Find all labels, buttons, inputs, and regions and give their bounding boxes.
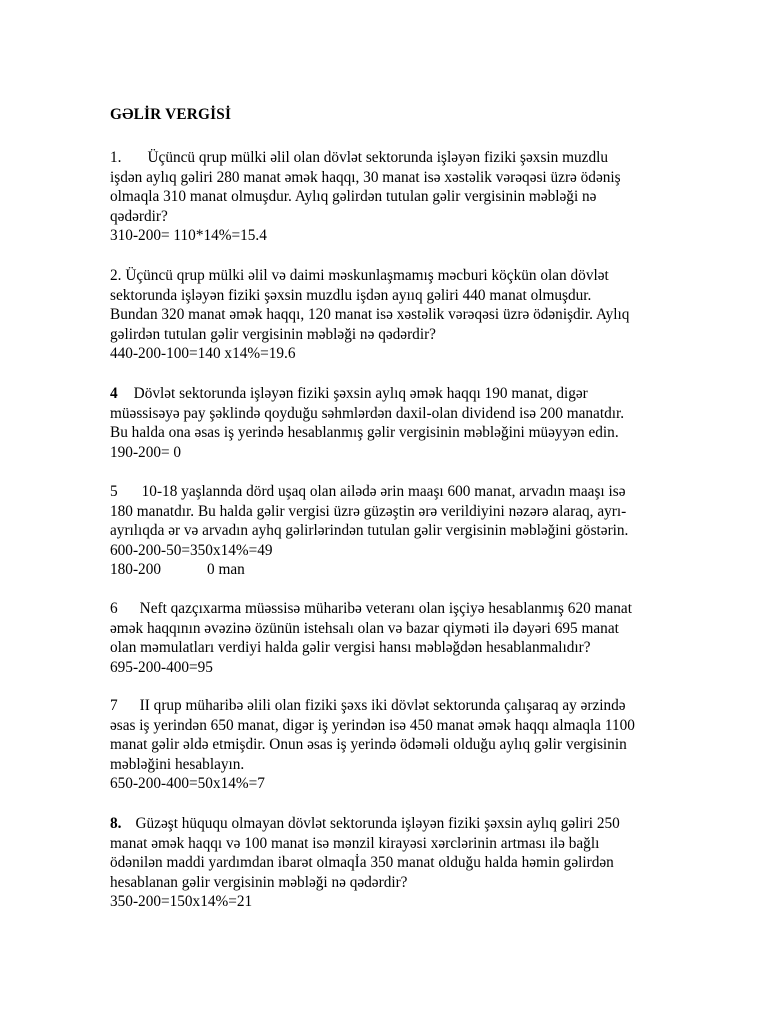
problem-answer: 310-200= 110*14%=15.4	[110, 227, 267, 245]
problem-line: işdən aylıq gəliri 280 manat əmək haqqı, 30 manat isə xəstəlik vərəqəsi üzrə ödəniş	[110, 168, 621, 186]
problem-1	[110, 148, 730, 246]
problem-text: Güzəşt hüququ olmayan dövlət sektorunda işləyən fiziki şəxsin aylıq gəliri 250	[135, 815, 620, 832]
problem-text: 10-18 yaşlannda dörd uşaq olan ailədə ərin maaşı 600 manat, arvadın maaşı isə	[141, 483, 626, 500]
problem-number: 1.	[110, 149, 122, 166]
problem-answer: 190-200= 0	[110, 443, 182, 461]
problem-line	[110, 266, 730, 286]
problem-number: 6	[110, 600, 118, 617]
problem-answer: 650-200-400=50x14%=7	[110, 775, 265, 793]
problem-6	[110, 599, 730, 677]
problem-text: Neft qazçıxarma müəssisə müharibə veteranı olan işçiyə hesablanmış 620 manat	[139, 600, 632, 617]
problem-line: olmaqla 310 manat olmuşdur. Aylıq gəlirdən tutulan gəlir vergisinin məbləği nə	[110, 188, 597, 206]
problem-line: ödənilən maddi yardımdan ibarət olmaqİa 350 manat olduğu halda həmin gəlirdən	[110, 854, 614, 872]
problem-answer: 350-200=150x14%=21	[110, 893, 253, 911]
problem-number: 4	[110, 385, 118, 402]
problem-line: manat əmək haqqı və 100 manat isə mənzil kirayəsi xərclərinin artması ilə bağlı	[110, 834, 600, 852]
problem-line: əmək haqqının əvəzinə özünün istehsalı olan və bazar qiyməti ilə dəyəri 695 manat	[110, 619, 619, 637]
problem-number: 2.	[110, 267, 122, 284]
problem-4	[110, 384, 730, 462]
problem-text: Üçüncü qrup mülki əlil olan dövlət sektorunda işləyən fiziki şəxsin muzdlu	[147, 149, 608, 166]
problem-line: məbləğini hesablayın.	[110, 755, 245, 773]
problem-line: sektorunda işləyən fiziki şəxsin muzdlu işdən ayııq gəliri 440 manat olmuşdur.	[110, 286, 592, 304]
problem-line	[110, 696, 730, 716]
problem-number: 5	[110, 483, 118, 500]
page-title: GƏLİR VERGİSİ	[110, 106, 232, 123]
problem-line: Bundan 320 manat əmək haqqı, 120 manat isə xəstəlik vərəqəsi üzrə ödənişdir. Aylıq	[110, 306, 630, 324]
problem-line: olan məmulatları verdiyi halda gəlir vergisi hansı məbləğdən hesablanmalıdır?	[110, 639, 591, 657]
problem-7	[110, 696, 730, 794]
problem-line	[110, 482, 730, 502]
problem-answer: 440-200-100=140 x14%=19.6	[110, 345, 296, 363]
problem-2	[110, 266, 730, 364]
problem-number: 8.	[110, 815, 122, 832]
answer-result: 0 man	[207, 561, 245, 579]
problem-answer: 695-200-400=95	[110, 658, 213, 676]
problem-line: gəlirdən tutulan gəlir vergisinin məbləği nə qədərdir?	[110, 325, 436, 343]
problem-8	[110, 814, 730, 912]
problem-line: hesablanan gəlir vergisinin məbləği nə qədərdir?	[110, 873, 408, 891]
problem-answer: 600-200-50=350x14%=49	[110, 541, 273, 559]
problem-text: Dövlət sektorunda işləyən fiziki şəxsin aylıq əmək haqqı 190 manat, digər	[133, 385, 588, 402]
problem-number: 7	[110, 697, 118, 714]
problem-line: əsas iş yerindən 650 manat, digər iş yerindən isə 450 manat əmək haqqı almaqla 1100	[110, 716, 635, 734]
problem-line: Bu halda ona əsas iş yerində hesablanmış gəlir vergisinin məbləğini müəyyən edin.	[110, 424, 619, 442]
problem-5	[110, 482, 730, 580]
answer-expression: 180-200	[110, 561, 161, 579]
problem-text: II qrup müharibə əlili olan fiziki şəxs iki dövlət sektorunda çalışaraq ay ərzində	[139, 697, 626, 714]
problem-line: 180 manatdır. Bu halda gəlir vergisi üzrə güzəştin ərə verildiyini nəzərə alaraq, ayrı-	[110, 502, 627, 520]
problem-line: müəssisəyə pay şəklində qoyduğu səhmlərdən daxil-olan dividend isə 200 manatdır.	[110, 404, 625, 422]
problem-line	[110, 148, 730, 168]
problem-line: manat gəlir əldə etmişdir. Onun əsas iş yerində ödəməli olduğu aylıq gəlir vergisinin	[110, 736, 627, 754]
problem-answer	[110, 560, 730, 580]
problem-line	[110, 384, 730, 404]
problem-line	[110, 599, 730, 619]
problem-line: qədərdir?	[110, 207, 168, 225]
problem-line: ayrılıqda ər və arvadın ayhq gəlirlərindən tutulan gəlir vergisinin məbləğini göstərin.	[110, 522, 629, 540]
problem-line	[110, 814, 730, 834]
problem-text: Üçüncü qrup mülki əlil və daimi məskunlaşmamış məcburi köçkün olan dövlət	[125, 267, 609, 284]
